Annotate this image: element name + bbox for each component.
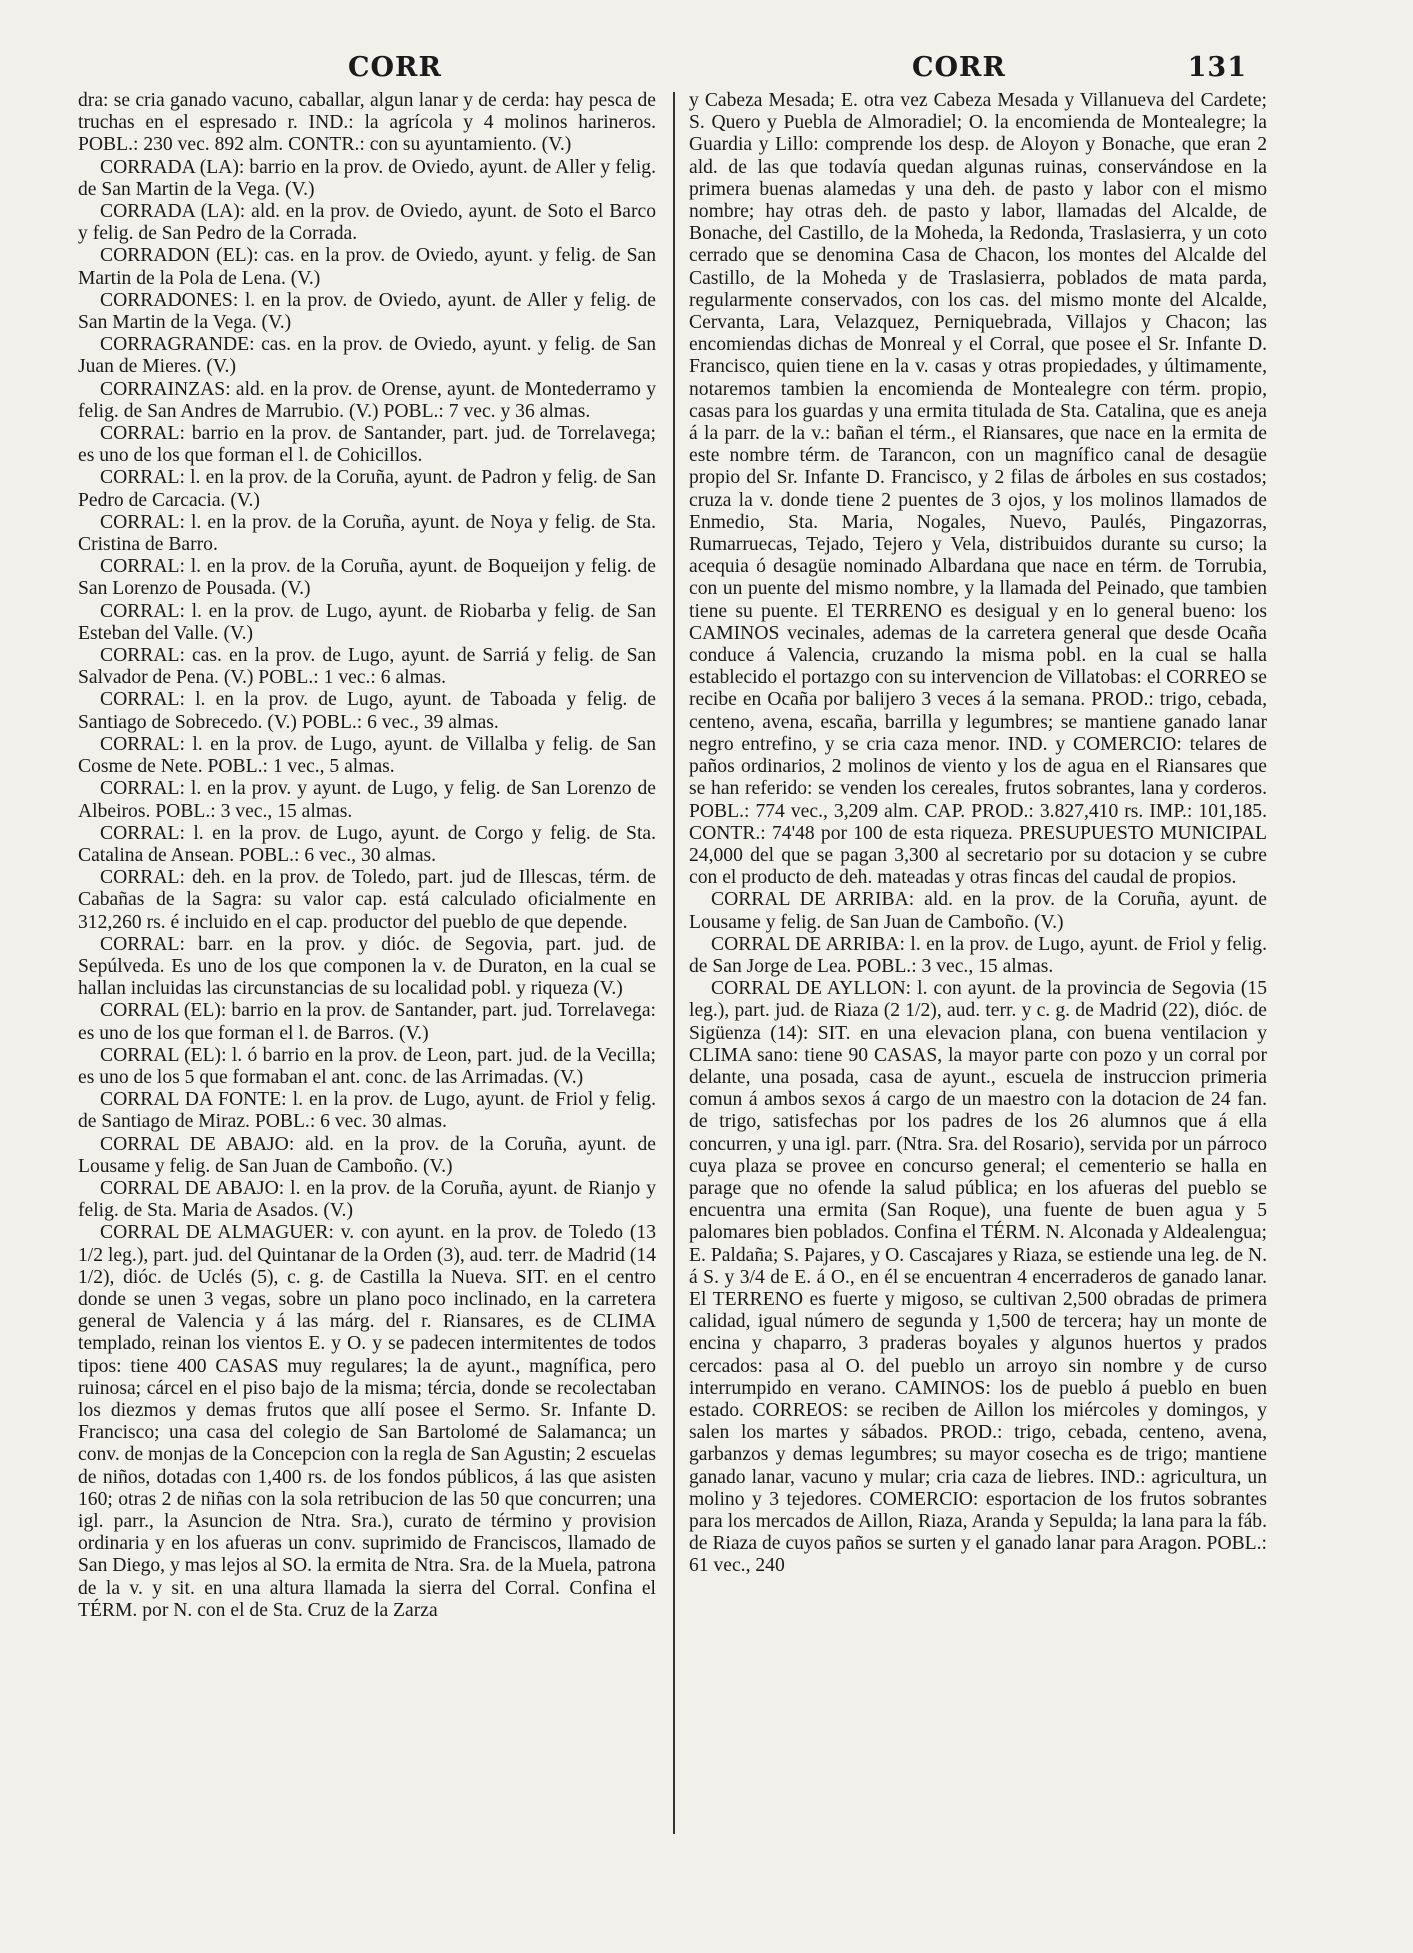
entry-continuation: dra: se cria ganado vacuno, caballar, algun lanar y de cerda: hay pesca de truchas en el espresado r. IND.: la agrícola y 4 molinos harineros. POBL.: 230 vec. 892 alm. CONTR.: con su ayuntamiento. (V.) <box>78 90 656 156</box>
entry: CORRADONES: l. en la prov. de Oviedo, ayunt. de Aller y felig. de San Martin de la Vega. (V.) <box>78 289 656 334</box>
entry: CORRAL (EL): l. ó barrio en la prov. de Leon, part. jud. de la Vecilla; es uno de los 5 que formaban el ant. conc. de las Arrimadas. (V.) <box>78 1044 656 1088</box>
entry: CORRAL DA FONTE: l. en la prov. de Lugo, ayunt. de Friol y felig. de Santiago de Miraz. POBL.: 6 vec. 30 almas. <box>78 1089 656 1133</box>
entry: CORRAL: l. en la prov. de Lugo, ayunt. de Corgo y felig. de Sta. Catalina de Ansean. POBL.: 6 vec., 30 almas. <box>78 822 656 866</box>
entry: CORRAL: l. en la prov. y ayunt. de Lugo, y felig. de San Lorenzo de Albeiros. POBL.: 3 vec., 15 almas. <box>78 778 656 822</box>
entry: CORRADA (LA): barrio en la prov. de Oviedo, ayunt. de Aller y felig. de San Martin de la Vega. (V.) <box>78 156 656 200</box>
entry: CORRAL: l. en la prov. de Lugo, ayunt. de Villalba y felig. de San Cosme de Nete. POBL.: 1 vec., 5 almas. <box>78 733 656 778</box>
entry: CORRAL (EL): barrio en la prov. de Santander, part. jud. Torrelavega: es uno de los que forman el l. de Barros. (V.) <box>78 1000 656 1044</box>
entry-continuation: y Cabeza Mesada; E. otra vez Cabeza Mesada y Villanueva del Cardete; S. Quero y Puebla de Almoradiel; O. la encomienda de Montealegre; la Guardia y Lillo: comprende los desp. de Aloyon y Bonache, que eran 2 ald. de las que todavía quedan algunas ruinas, conservándose en la primera buenas alamedas y una deh. de pasto y labor con el mismo nombre; hay otras deh. de pasto y labor, llamadas del Alcalde, de Bonache, del Castillo, de la Moheda, la Redonda, Traslasierra, y un coto cerrado que se denomina Casa de Chacon, los montes del Alcalde del Castillo, de la Moheda y de Traslasierra, poblados de mata parda, regularmente conservados, con los cas. del mismo monte del Alcalde, Cervanta, Lara, Velazquez, Perniquebrada, Villajos y Chacon; las encomiendas dichas de Monreal y el Corral, que posee el Sr. Infante D. Francisco, quien tiene en la v. casas y otras propiedades, y últimamente, notaremos tambien la encomienda de Montealegre con térm. propio, casas para los guardas y una ermita titulada de Sta. Catalina, que es aneja á la parr. de la v.: bañan el térm., el Riansares, que nace en la ermita de este nombre térm. de Tarancon, con un magnífico canal de desagüe propio del Sr. Infante D. Francisco, y 2 filas de árboles en sus costados; cruza la v. donde tiene 2 puentes de 3 ojos, y los molinos llamados de Enmedio, Sta. Maria, Nogales, Nuevo, Paulés, Pingazorras, Rumarruecas, Tejado, Tejero y Vela, distribuidos durante su curso; la acequia ó desagüe nominado Albardana que nace en térm. de Torrubia, con un puente del mismo nombre, y la llamada del Peinado, que tambien tiene su puente. El TERRENO es desigual y en lo general bueno: los CAMINOS vecinales, ademas de la carretera general que desde Ocaña conduce á Valencia, cruzando la misma pobl. en la cual se halla establecido el portazgo con su intervencion de Villatobas: el CORREO se recibe en Ocaña por balijero 3 veces á la semana. PROD.: trigo, cebada, centeno, avena, escaña, barrilla y legumbres; se mantiene ganado lanar negro entrefino, y se cria caza menor. IND. y COMERCIO: telares de paños ordinarios, 2 molinos de viento y los de agua en el Riansares que se han referido: se venden los cereales, frutos sobrantes, lana y corderos. POBL.: 774 vec., 3,209 alm. CAP. PROD.: 3.827,410 rs. IMP.: 101,185. CONTR.: 74'48 por 100 de esta riqueza. PRESUPUESTO MUNICIPAL 24,000 del que se pagan 3,300 al secretario por su dotacion y se cubre con el producto de deh. mateadas y otras fincas del caudal de propios. <box>689 90 1267 889</box>
right-column <box>689 90 1267 1578</box>
left-column <box>78 90 656 1622</box>
entry: CORRAL DE ABAJO: ald. en la prov. de la Coruña, ayunt. de Lousame y felig. de San Juan de Camboño. (V.) <box>78 1133 656 1177</box>
entry: CORRAL: l. en la prov. de Lugo, ayunt. de Taboada y felig. de Santiago de Sobrecedo. (V.) POBL.: 6 vec., 39 almas. <box>78 689 656 733</box>
entry: CORRAL DE ARRIBA: l. en la prov. de Lugo, ayunt. de Friol y felig. de San Jorge de Lea. POBL.: 3 vec., 15 almas. <box>689 933 1267 977</box>
running-head-left: CORR <box>348 52 442 83</box>
entry: CORRAL DE AYLLON: l. con ayunt. de la provincia de Segovia (15 leg.), part. jud. de Riaza (2 1/2), aud. terr. y c. g. de Madrid (22), dióc. de Sigüenza (14): SIT. en una elevacion plana, con buena ventilacion y CLIMA sano: tiene 90 CASAS, la mayor parte con pozo y un corral por delante, una posada, casa de ayunt., escuela de instruccion primeria comun á ambos sexos á cargo de un maestro con la dotacion de 24 fan. de trigo, satisfechas por los padres de los 26 alumnos que á ella concurren, y una igl. parr. (Ntra. Sra. del Rosario), servida por un párroco cuya plaza se provee en concurso general; el cementerio se halla en parage que no ofende la salud pública; en los afueras del pueblo se encuentra una ermita (San Roque), una fuente de buen agua y 5 palomares bien poblados. Confina el TÉRM. N. Alconada y Aldealengua; E. Paldaña; S. Pajares, y O. Cascajares y Riaza, se estiende una leg. de N. á S. y 3/4 de E. á O., en él se encuentran 4 encerraderos de ganado lanar. El TERRENO es fuerte y migoso, se cultivan 2,500 obradas de primera calidad, igual número de segunda y 1,500 de tercera; hay un monte de encina y chaparro, 3 praderas boyales y algunos huertos y prados cercados: pasa al O. del pueblo un arroyo sin nombre y de curso interrumpido en verano. CAMINOS: los de pueblo á pueblo en buen estado. CORREOS: se reciben de Aillon los miércoles y domingos, y salen los martes y sábados. PROD.: trigo, cebada, centeno, avena, garbanzos y demas legumbres; su mayor cosecha es de trigo; mantiene ganado lanar, vacuno y mular; cria caza de liebres. IND.: agricultura, un molino y 3 tejedores. COMERCIO: esportacion de los frutos sobrantes para los mercados de Aillon, Riaza, Aranda y Sepulda; la lana para la fáb. de Riaza de cuyos paños se surten y el ganado lanar para Aragon. POBL.: 61 vec., 240 <box>689 978 1267 1577</box>
entry: CORRAL DE ABAJO: l. en la prov. de la Coruña, ayunt. de Rianjo y felig. de Sta. Maria de Asados. (V.) <box>78 1177 656 1222</box>
entry: CORRAL: l. en la prov. de la Coruña, ayunt. de Boqueijon y felig. de San Lorenzo de Pousada. (V.) <box>78 556 656 600</box>
entry: CORRAINZAS: ald. en la prov. de Orense, ayunt. de Montederramo y felig. de San Andres de Marrubio. (V.) POBL.: 7 vec. y 36 almas. <box>78 378 656 422</box>
entry: CORRAL: l. en la prov. de la Coruña, ayunt. de Noya y felig. de Sta. Cristina de Barro. <box>78 511 656 556</box>
entry: CORRAL DE ALMAGUER: v. con ayunt. en la prov. de Toledo (13 1/2 leg.), part. jud. del Quintanar de la Orden (3), aud. terr. de Madrid (14 1/2), dióc. de Uclés (5), c. g. de Castilla la Nueva. SIT. en el centro donde se unen 3 vegas, sobre un plano poco inclinado, en la carretera general de Valencia y á las márg. del r. Riansares, es de CLIMA templado, reinan los vientos E. y O. y se padecen intermitentes de todos tipos: tiene 400 CASAS muy regulares; la de ayunt., magnífica, pero ruinosa; cárcel en el piso bajo de la misma; tércia, donde se recolectaban los diezmos y demas frutos que allí posee el Sermo. Sr. Infante D. Francisco; una casa del colegio de San Bartolomé de Salamanca; un conv. de monjas de la Concepcion con la regla de San Agustin; 2 escuelas de niños, dotadas con 1,400 rs. de los fondos públicos, á las que asisten 160; otras 2 de niñas con la sola retribucion de las 50 que concurren; una igl. parr., la Asuncion de Ntra. Sra.), curato de término y provision ordinaria y en los afueras un conv. suprimido de Franciscos, llamado de San Diego, y mas lejos al SO. la ermita de Ntra. Sra. de la Muela, patrona de la v. y sit. en una altura llamada la sierra del Corral. Confina el TÉRM. por N. con el de Sta. Cruz de la Zarza <box>78 1222 656 1621</box>
running-head-right: CORR <box>912 52 1006 83</box>
entry: CORRAGRANDE: cas. en la prov. de Oviedo, ayunt. y felig. de San Juan de Mieres. (V.) <box>78 334 656 378</box>
entry: CORRADON (EL): cas. en la prov. de Oviedo, ayunt. y felig. de San Martin de la Pola de Lena. (V.) <box>78 245 656 289</box>
entry: CORRAL: cas. en la prov. de Lugo, ayunt. de Sarriá y felig. de San Salvador de Pena. (V.) POBL.: 1 vec.: 6 almas. <box>78 645 656 689</box>
entry: CORRAL DE ARRIBA: ald. en la prov. de la Coruña, ayunt. de Lousame y felig. de San Juan de Camboño. (V.) <box>689 889 1267 933</box>
entry: CORRAL: deh. en la prov. de Toledo, part. jud de Illescas, térm. de Cabañas de la Sagra: su valor cap. está calculado oficialmente en 312,260 rs. é incluido en el cap. productor del pueblo de que depende. <box>78 867 656 933</box>
column-divider <box>673 92 675 1834</box>
entry: CORRAL: l. en la prov. de Lugo, ayunt. de Riobarba y felig. de San Esteban del Valle. (V.) <box>78 600 656 644</box>
page-number: 131 <box>1187 52 1247 83</box>
entry: CORRAL: barrio en la prov. de Santander, part. jud. de Torrelavega; es uno de los que forman el l. de Cohicillos. <box>78 423 656 467</box>
entry: CORRAL: l. en la prov. de la Coruña, ayunt. de Padron y felig. de San Pedro de Carcacia. (V.) <box>78 467 656 511</box>
entry: CORRAL: barr. en la prov. y dióc. de Segovia, part. jud. de Sepúlveda. Es uno de los que componen la v. de Duraton, en la cual se hallan incluidas las circunstancias de su localidad pobl. y riqueza (V.) <box>78 933 656 1000</box>
entry: CORRADA (LA): ald. en la prov. de Oviedo, ayunt. de Soto el Barco y felig. de San Pedro de la Corrada. <box>78 201 656 245</box>
